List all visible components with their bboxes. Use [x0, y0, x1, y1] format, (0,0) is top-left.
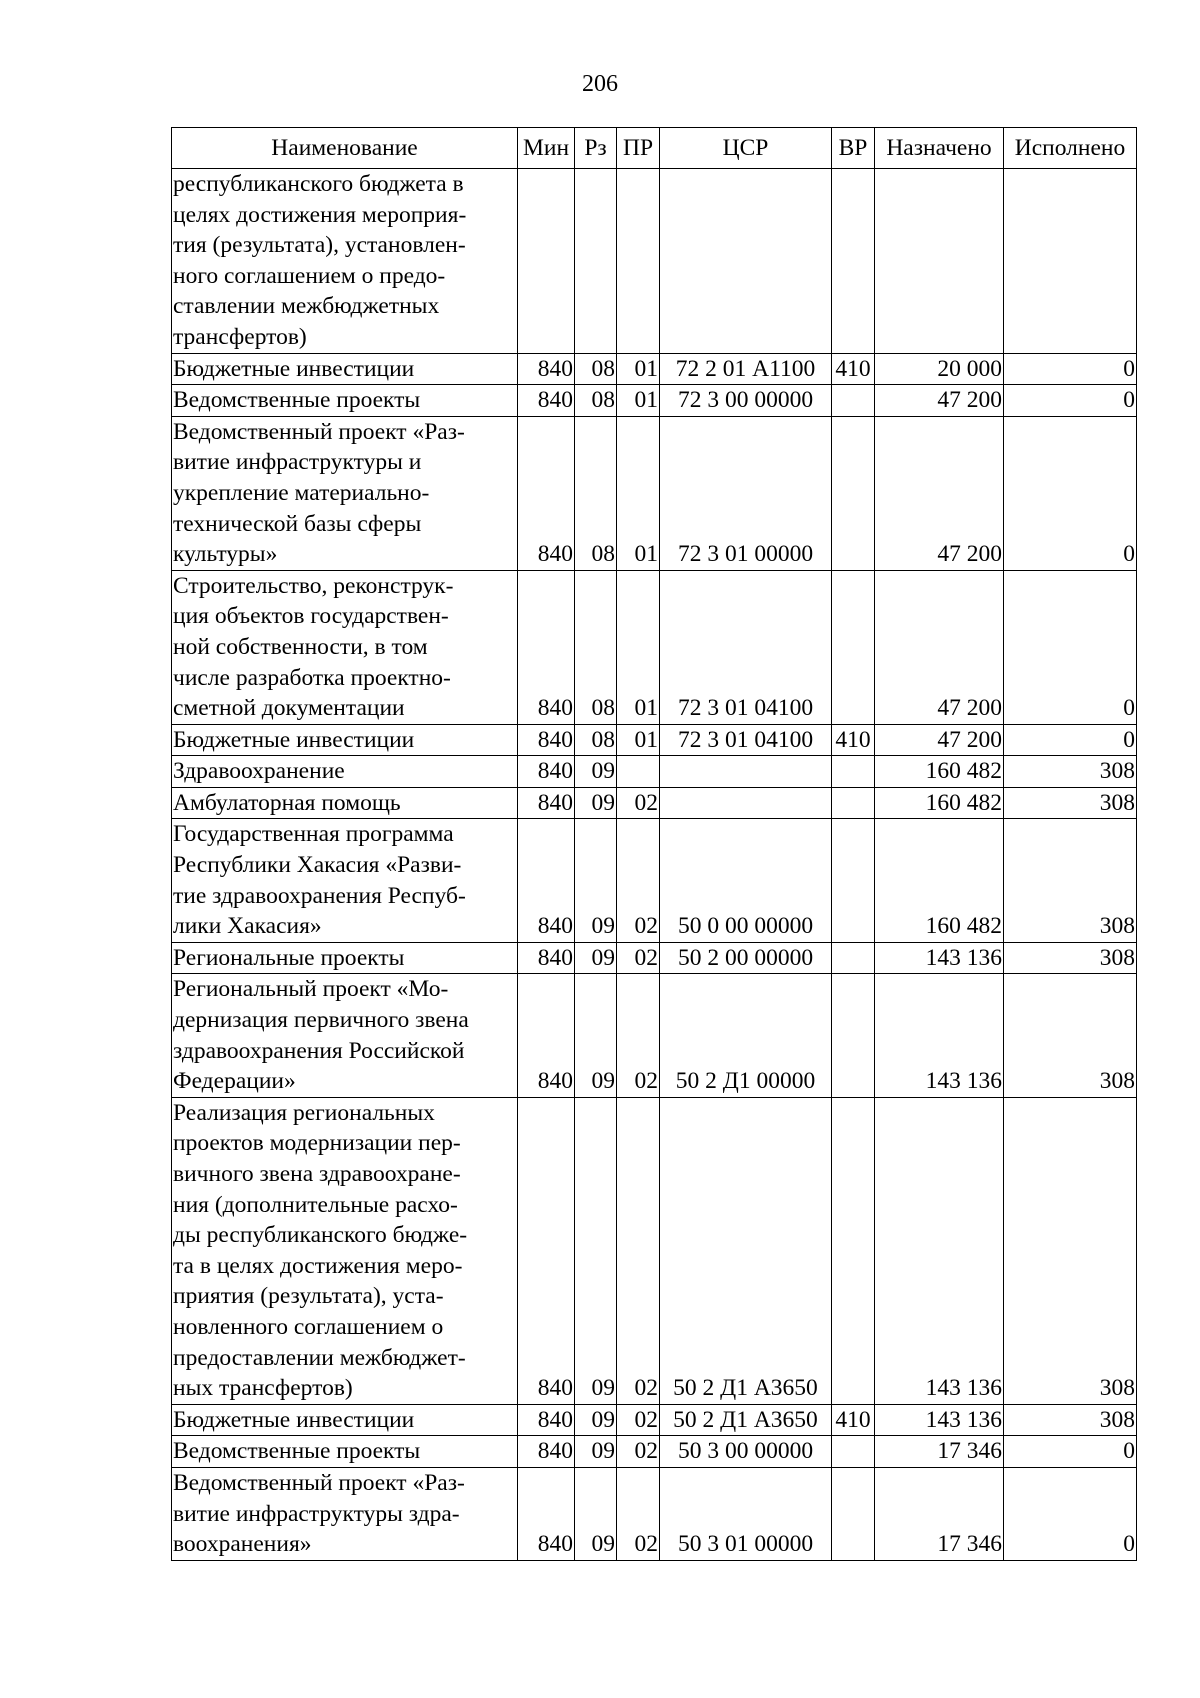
row-assigned-cell: 47 200	[875, 385, 1004, 417]
page-number: 206	[582, 71, 618, 97]
header-name: Наименование	[172, 128, 518, 169]
table-row	[172, 570, 1137, 724]
row-pr-cell: 02	[617, 974, 660, 1097]
row-csr-cell: 50 2 Д1 А3650	[660, 1404, 832, 1436]
row-name-line: трансфертов)	[173, 323, 307, 350]
row-vr-cell	[832, 756, 875, 788]
row-name-cell	[172, 756, 518, 788]
row-name-cell	[172, 1436, 518, 1468]
row-name-line: Ведомственные проекты	[173, 387, 421, 414]
row-name-cell	[172, 385, 518, 417]
row-name-cell	[172, 353, 518, 385]
row-rz-cell: 09	[575, 787, 617, 819]
table-header-row	[172, 128, 1137, 169]
row-vr-cell	[832, 819, 875, 942]
row-assigned-cell: 47 200	[875, 416, 1004, 570]
table-row	[172, 169, 1137, 354]
row-pr-cell: 02	[617, 1436, 660, 1468]
row-executed-cell: 308	[1004, 756, 1137, 788]
row-name-line: Строительство, реконструк-	[173, 572, 454, 599]
row-name-line: Реализация региональных	[173, 1099, 435, 1126]
row-csr-cell: 72 3 00 00000	[660, 385, 832, 417]
row-name-line: сметной документации	[173, 695, 405, 722]
row-pr-cell: 01	[617, 416, 660, 570]
row-csr-cell: 50 0 00 00000	[660, 819, 832, 942]
row-name-line: та в целях достижения меро-	[173, 1252, 463, 1279]
row-vr-cell: 410	[832, 1404, 875, 1436]
row-executed-cell: 0	[1004, 1436, 1137, 1468]
row-name-cell	[172, 1404, 518, 1436]
row-min-cell: 840	[518, 819, 575, 942]
row-vr-cell	[832, 974, 875, 1097]
table-row	[172, 1097, 1137, 1404]
table-row	[172, 416, 1137, 570]
row-name-cell	[172, 1097, 518, 1404]
row-name-line: Ведомственные проекты	[173, 1438, 421, 1465]
table-row	[172, 385, 1137, 417]
row-min-cell: 840	[518, 385, 575, 417]
row-csr-cell: 50 2 Д1 А3650	[660, 1097, 832, 1404]
table-row	[172, 1404, 1137, 1436]
row-min-cell: 840	[518, 724, 575, 756]
row-executed-cell: 308	[1004, 1097, 1137, 1404]
row-name-line: воохранения»	[173, 1531, 312, 1558]
row-csr-cell: 50 2 Д1 00000	[660, 974, 832, 1097]
row-name-line: культуры»	[173, 541, 278, 568]
row-csr-cell: 72 3 01 00000	[660, 416, 832, 570]
row-executed-cell: 0	[1004, 385, 1137, 417]
row-pr-cell: 02	[617, 1467, 660, 1560]
header-rz: Рз	[575, 128, 617, 169]
row-pr-cell: 02	[617, 819, 660, 942]
row-vr-cell	[832, 942, 875, 974]
row-min-cell: 840	[518, 756, 575, 788]
row-name-line: Ведомственный проект «Раз-	[173, 418, 465, 445]
row-name-line: вичного звена здравоохране-	[173, 1161, 461, 1187]
row-name-line: здравоохранения Российской	[173, 1037, 465, 1064]
row-executed-cell: 0	[1004, 416, 1137, 570]
row-min-cell: 840	[518, 1467, 575, 1560]
row-name-line: ного соглашением о предо-	[173, 262, 446, 289]
row-name-cell	[172, 974, 518, 1097]
row-csr-cell: 50 3 00 00000	[660, 1436, 832, 1468]
row-name-line: ция объектов государствен-	[173, 603, 449, 630]
row-assigned-cell: 160 482	[875, 787, 1004, 819]
row-vr-cell	[832, 1436, 875, 1468]
header-executed: Исполнено	[1004, 128, 1137, 169]
header-assigned: Назначено	[875, 128, 1004, 169]
row-name-line: проектов модернизации пер-	[173, 1130, 461, 1157]
row-rz-cell: 09	[575, 1467, 617, 1560]
row-name-line: Здравоохранение	[173, 758, 345, 785]
row-executed-cell	[1004, 169, 1137, 354]
row-name-cell	[172, 1467, 518, 1560]
row-name-line: новленного соглашением о	[173, 1313, 444, 1340]
row-name-line: приятия (результата), уста-	[173, 1283, 444, 1310]
row-csr-cell: 72 2 01 А1100	[660, 353, 832, 385]
row-rz-cell: 09	[575, 974, 617, 1097]
row-vr-cell	[832, 385, 875, 417]
row-executed-cell: 0	[1004, 724, 1137, 756]
header-csr: ЦСР	[660, 128, 832, 169]
row-pr-cell: 02	[617, 1097, 660, 1404]
row-pr-cell	[617, 756, 660, 788]
table-row	[172, 1467, 1137, 1560]
row-assigned-cell: 143 136	[875, 942, 1004, 974]
row-name-line: Бюджетные инвестиции	[173, 355, 415, 382]
table-row	[172, 353, 1137, 385]
row-name-line: ной собственности, в том	[173, 633, 428, 660]
row-assigned-cell: 47 200	[875, 724, 1004, 756]
row-executed-cell: 308	[1004, 974, 1137, 1097]
row-name-line: дернизация первичного звена	[173, 1007, 469, 1034]
row-rz-cell: 08	[575, 570, 617, 724]
row-name-line: Амбулаторная помощь	[173, 789, 401, 816]
row-min-cell	[518, 169, 575, 354]
row-name-line: Федерации»	[173, 1068, 296, 1095]
row-assigned-cell: 143 136	[875, 1097, 1004, 1404]
row-rz-cell: 09	[575, 819, 617, 942]
row-name-line: укрепление материально-	[173, 479, 430, 506]
row-vr-cell	[832, 1097, 875, 1404]
row-pr-cell: 01	[617, 385, 660, 417]
row-vr-cell	[832, 787, 875, 819]
row-executed-cell: 0	[1004, 570, 1137, 724]
row-min-cell: 840	[518, 787, 575, 819]
row-rz-cell: 09	[575, 942, 617, 974]
header-pr: ПР	[617, 128, 660, 169]
row-executed-cell: 308	[1004, 819, 1137, 942]
table-row	[172, 724, 1137, 756]
row-name-cell	[172, 570, 518, 724]
row-vr-cell: 410	[832, 724, 875, 756]
row-assigned-cell: 160 482	[875, 756, 1004, 788]
row-name-line: Республики Хакасия «Разви-	[173, 852, 462, 879]
table-row	[172, 819, 1137, 942]
row-pr-cell: 02	[617, 942, 660, 974]
row-assigned-cell: 20 000	[875, 353, 1004, 385]
row-name-cell	[172, 724, 518, 756]
row-name-line: Региональный проект «Мо-	[173, 976, 449, 1003]
row-name-line: ды республиканского бюдже-	[173, 1222, 468, 1249]
row-vr-cell: 410	[832, 353, 875, 385]
row-min-cell: 840	[518, 942, 575, 974]
row-name-line: числе разработка проектно-	[173, 664, 451, 691]
table-row	[172, 942, 1137, 974]
row-vr-cell	[832, 416, 875, 570]
row-min-cell: 840	[518, 353, 575, 385]
row-pr-cell: 02	[617, 1404, 660, 1436]
row-name-line: Бюджетные инвестиции	[173, 726, 415, 753]
row-name-line: витие инфраструктуры здра-	[173, 1500, 460, 1527]
row-name-line: целях достижения мероприя-	[173, 201, 467, 228]
row-executed-cell: 308	[1004, 787, 1137, 819]
row-min-cell: 840	[518, 1404, 575, 1436]
row-name-line: тия (результата), установлен-	[173, 232, 466, 259]
row-name-line: ния (дополнительные расхо-	[173, 1191, 458, 1218]
row-pr-cell	[617, 169, 660, 354]
row-rz-cell: 08	[575, 353, 617, 385]
row-rz-cell: 08	[575, 724, 617, 756]
table-row	[172, 756, 1137, 788]
row-name-line: ставлении межбюджетных	[173, 293, 440, 320]
row-vr-cell	[832, 169, 875, 354]
row-assigned-cell: 47 200	[875, 570, 1004, 724]
row-name-line: технической базы сферы	[173, 510, 422, 537]
row-assigned-cell: 143 136	[875, 1404, 1004, 1436]
row-rz-cell: 09	[575, 1404, 617, 1436]
row-name-line: Ведомственный проект «Раз-	[173, 1469, 465, 1496]
row-min-cell: 840	[518, 974, 575, 1097]
row-name-line: Государственная программа	[173, 821, 454, 848]
row-executed-cell: 0	[1004, 353, 1137, 385]
row-vr-cell	[832, 570, 875, 724]
row-min-cell: 840	[518, 416, 575, 570]
row-name-line: Региональные проекты	[173, 944, 405, 971]
row-csr-cell: 50 3 01 00000	[660, 1467, 832, 1560]
row-name-cell	[172, 819, 518, 942]
row-name-line: витие инфраструктуры и	[173, 449, 422, 476]
row-name-line: республиканского бюджета в	[173, 171, 464, 197]
row-rz-cell: 09	[575, 1097, 617, 1404]
row-min-cell: 840	[518, 1097, 575, 1404]
row-name-line: лики Хакасия»	[173, 913, 322, 940]
row-rz-cell: 08	[575, 416, 617, 570]
row-pr-cell: 01	[617, 724, 660, 756]
row-pr-cell: 02	[617, 787, 660, 819]
row-name-cell	[172, 942, 518, 974]
row-assigned-cell: 17 346	[875, 1467, 1004, 1560]
row-pr-cell: 01	[617, 570, 660, 724]
row-assigned-cell: 160 482	[875, 819, 1004, 942]
row-rz-cell: 09	[575, 756, 617, 788]
table-row	[172, 1436, 1137, 1468]
row-executed-cell: 308	[1004, 942, 1137, 974]
row-csr-cell	[660, 756, 832, 788]
row-name-cell	[172, 169, 518, 354]
row-csr-cell	[660, 787, 832, 819]
row-name-cell	[172, 416, 518, 570]
row-name-cell	[172, 787, 518, 819]
table-body	[172, 169, 1137, 1561]
header-vr: ВР	[832, 128, 875, 169]
table-row	[172, 974, 1137, 1097]
row-csr-cell: 72 3 01 04100	[660, 570, 832, 724]
row-rz-cell	[575, 169, 617, 354]
row-assigned-cell	[875, 169, 1004, 354]
row-min-cell: 840	[518, 1436, 575, 1468]
row-csr-cell	[660, 169, 832, 354]
row-csr-cell: 72 3 01 04100	[660, 724, 832, 756]
header-min: Мин	[518, 128, 575, 169]
row-vr-cell	[832, 1467, 875, 1560]
row-pr-cell: 01	[617, 353, 660, 385]
budget-table	[171, 127, 1137, 1561]
row-csr-cell: 50 2 00 00000	[660, 942, 832, 974]
row-min-cell: 840	[518, 570, 575, 724]
row-rz-cell: 09	[575, 1436, 617, 1468]
table-row	[172, 787, 1137, 819]
row-name-line: тие здравоохранения Респуб-	[173, 882, 466, 909]
row-executed-cell: 308	[1004, 1404, 1137, 1436]
row-name-line: Бюджетные инвестиции	[173, 1406, 415, 1433]
row-name-line: предоставлении межбюджет-	[173, 1344, 466, 1371]
row-assigned-cell: 143 136	[875, 974, 1004, 1097]
row-rz-cell: 08	[575, 385, 617, 417]
row-executed-cell: 0	[1004, 1467, 1137, 1560]
row-name-line: ных трансфертов)	[173, 1375, 353, 1402]
row-assigned-cell: 17 346	[875, 1436, 1004, 1468]
